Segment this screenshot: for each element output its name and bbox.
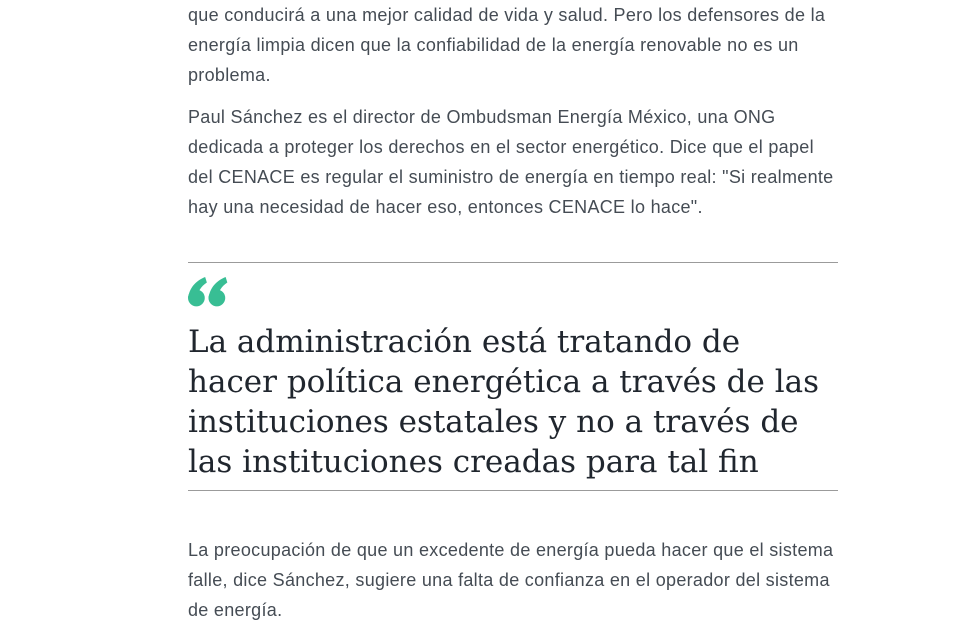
pullquote-text: La administración está tratando de hacer política energética a través de las instituciones estatales y no a través de las instituciones creadas para tal fin <box>188 324 820 480</box>
article-paragraph: Paul Sánchez es el director de Ombudsman Energía México, una ONG dedicada a proteger los derechos en el sector energético. Dice que el papel del CENACE es regular el suministro de energía en tiempo real: "Si realmente hay una necesidad de hacer eso, entonces CENACE lo hace". <box>188 107 834 217</box>
article-content <box>188 0 838 625</box>
article-paragraph: La preocupación de que un excedente de energía pueda hacer que el sistema falle, dice Sánchez, sugiere una falta de confianza en el operador del sistema de energía. <box>188 540 834 620</box>
pullquote-block <box>188 262 838 491</box>
open-quote-icon <box>188 276 838 322</box>
article-paragraph: que conducirá a una mejor calidad de vida y salud. Pero los defensores de la energía limpia dicen que la confiabilidad de la energía renovable no es un problema. <box>188 5 826 85</box>
